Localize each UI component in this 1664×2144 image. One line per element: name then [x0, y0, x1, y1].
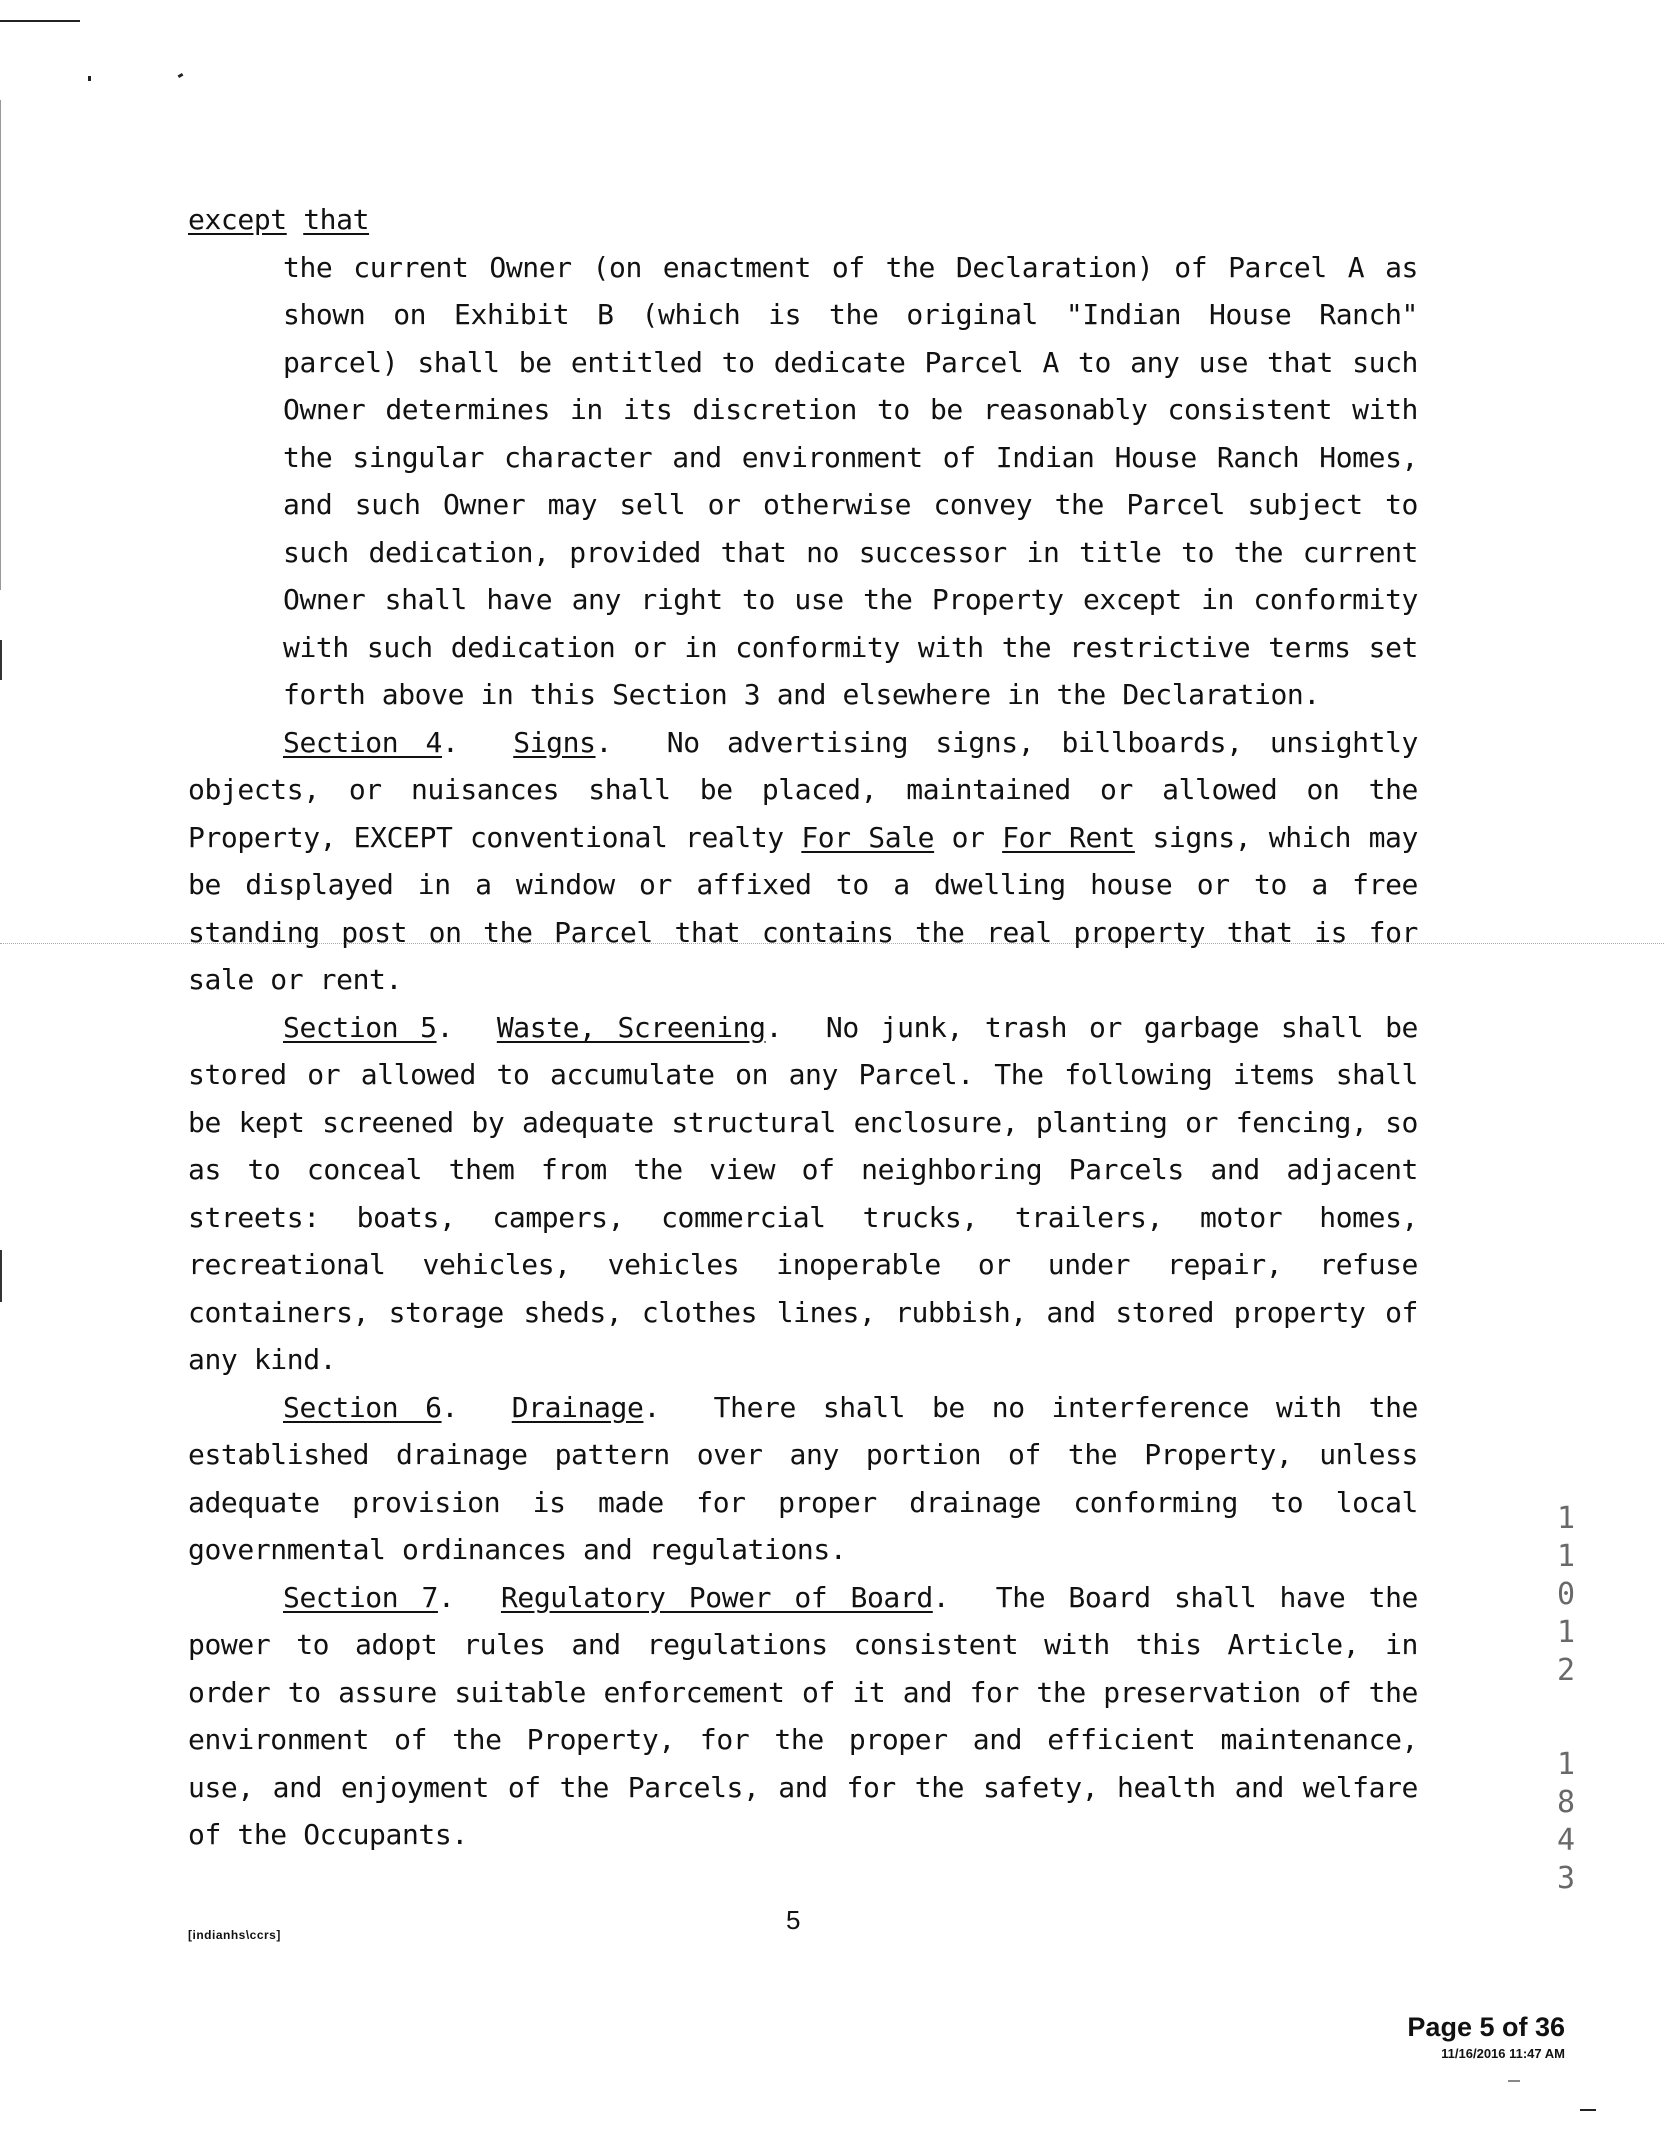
- section-text: signs, which may be displayed in a window or affixed to a dwelling house or to a free standing post on the Parcel that contains the real property that is for sale or rent.: [188, 820, 1418, 996]
- section-label: Section 5: [283, 1010, 437, 1044]
- scan-mark-bottom-right: [1580, 2109, 1596, 2111]
- recording-datetime: 11/16/2016 11:47 AM: [1441, 2046, 1565, 2061]
- heading-word: that: [303, 203, 370, 236]
- document-body: [188, 196, 1418, 1859]
- for-sale-term: For Sale: [801, 820, 935, 854]
- side-recording-number: [1548, 1500, 1584, 1898]
- section-text: No junk, trash or garbage shall be stored or allowed to accumulate on any Parcel. The following items shall be kept screened by adequate structural enclosure, planting or fencing, so as to conceal them from the view of neighboring Parcels and adjacent streets: boats, campers, commercial trucks, trailers, motor homes, recreational vehicles, vehicles inoperable or under repair, refuse containers, storage sheds, clothes lines, rubbish, and stored property of any kind.: [188, 1010, 1419, 1376]
- punctuation: .: [595, 725, 612, 759]
- for-rent-term: For Rent: [1002, 820, 1135, 854]
- section-label: Section 4: [283, 725, 443, 759]
- section-text: or: [934, 820, 1003, 854]
- punctuation: .: [932, 1580, 950, 1614]
- side-digit: 1: [1556, 1615, 1576, 1650]
- section-text: The Board shall have the power to adopt rules and regulations consistent with this Article, in order to assure suitable enforcement of it and for the preservation of the environment of the Property, for the proper and efficient maintenance, use, and enjoyment of the Parcels, and for the safety, health and welfare of the Occupants.: [188, 1580, 1418, 1851]
- side-digit: 1: [1556, 1539, 1576, 1574]
- punctuation: .: [436, 1010, 454, 1044]
- punctuation: .: [765, 1010, 783, 1044]
- recording-page-count: Page 5 of 36: [1407, 2012, 1565, 2042]
- side-digit: 8: [1556, 1785, 1576, 1820]
- scan-mark-bottom-right: [1508, 2080, 1520, 2082]
- punctuation: .: [441, 1390, 459, 1424]
- section-label: Section 6: [283, 1390, 442, 1424]
- heading-word: except: [188, 203, 287, 236]
- section-title: Waste, Screening: [496, 1010, 766, 1044]
- punctuation: .: [643, 1390, 660, 1424]
- section-7-paragraph: [188, 1574, 1418, 1859]
- side-digit: 2: [1556, 1653, 1576, 1688]
- side-digit: 0: [1556, 1577, 1576, 1612]
- parcel-a-paragraph: the current Owner (on enactment of the Declaration) of Parcel A as shown on Exhibit B (which is the original "Indian House Ranch" parcel) shall be entitled to dedicate Parcel A to any use that such Owner determines in its discretion to be reasonably consistent with the singular character and environment of Indian House Ranch Homes, and such Owner may sell or otherwise convey the Parcel subject to such dedication, provided that no successor in title to the current Owner shall have any right to use the Property except in conformity with such dedication or in conformity with the restrictive terms set forth above in this Section 3 and elsewhere in the Declaration.: [283, 250, 1418, 711]
- side-digit: 1: [1556, 1747, 1576, 1782]
- punctuation: .: [442, 725, 459, 759]
- section-text: There shall be no interference with the established drainage pattern over any portion of the Property, unless adequate provision is made for proper drainage conforming to local governmental ordinances and regulations.: [188, 1390, 1418, 1566]
- section-4-paragraph: [188, 719, 1418, 1004]
- section-text: No advertising signs, billboards, unsightly objects, or nuisances shall be placed, maintained or allowed on the Property, EXCEPT conventional realty: [188, 725, 1419, 854]
- section-title: Drainage: [511, 1390, 644, 1424]
- file-reference: [indianhs\ccrs]: [188, 1928, 281, 1942]
- side-digit: 4: [1556, 1823, 1576, 1858]
- section-title: Signs: [513, 725, 596, 759]
- section-6-paragraph: [188, 1384, 1418, 1574]
- page-number: 5: [786, 1905, 801, 1935]
- section-label: Section 7: [283, 1580, 438, 1614]
- margin-mark: [0, 100, 1, 590]
- margin-mark: [0, 640, 2, 680]
- side-digit: 3: [1556, 1861, 1576, 1896]
- scan-mark-tick: [178, 73, 184, 78]
- punctuation: .: [437, 1580, 455, 1614]
- margin-mark: [0, 1250, 2, 1302]
- scan-mark-top-line: [0, 20, 80, 22]
- scan-mark-tick: [88, 76, 91, 81]
- section-title: Regulatory Power of Board: [500, 1580, 933, 1614]
- heading-line: [188, 196, 1418, 244]
- side-digit: 1: [1556, 1501, 1576, 1536]
- section-5-paragraph: [188, 1004, 1418, 1384]
